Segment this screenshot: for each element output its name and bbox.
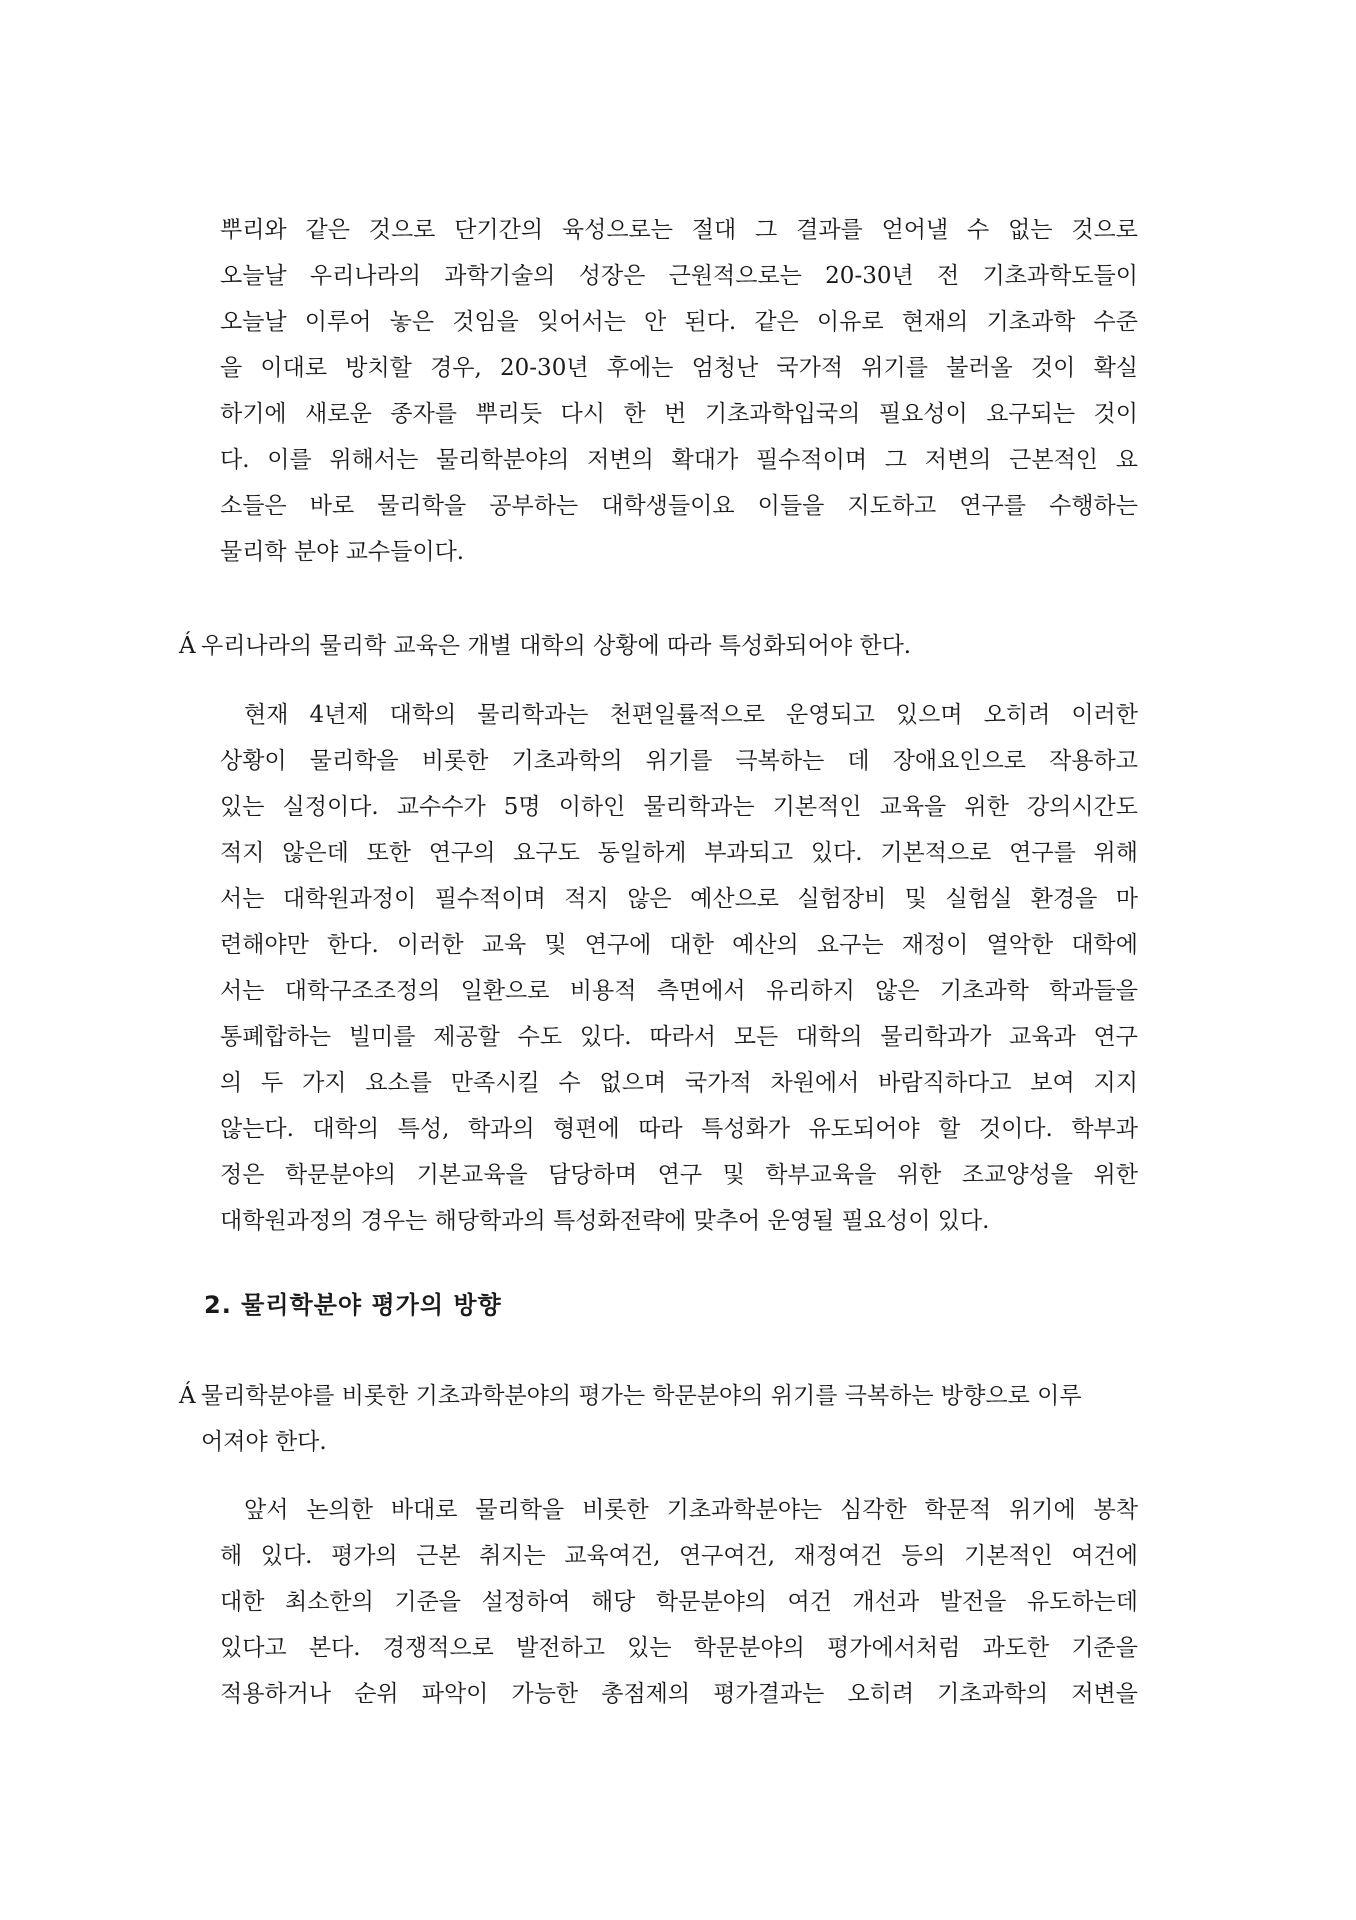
paragraph-line: 있다고 본다. 경쟁적으로 발전하고 있는 학문분야의 평가에서처럼 과도한 기준을 <box>220 1635 1138 1661</box>
paragraph-line: 앞서 논의한 바대로 물리학을 비롯한 기초과학분야는 심각한 학문적 위기에 봉착 <box>244 1497 1138 1523</box>
paragraph-line: 있는 실정이다. 교수수가 5명 이하인 물리학과는 기본적인 교육을 위한 강의시간도 <box>220 794 1138 820</box>
paragraph-line: 소들은 바로 물리학을 공부하는 대학생들이요 이들을 지도하고 연구를 수행하는 <box>220 493 1138 519</box>
paragraph-line: 현재 4년제 대학의 물리학과는 천편일률적으로 운영되고 있으며 오히려 이러한 <box>244 702 1138 728</box>
paragraph-line: 정은 학문분야의 기본교육을 담당하며 연구 및 학부교육을 위한 조교양성을 위한 <box>220 1162 1138 1188</box>
paragraph-line: 대한 최소한의 기준을 설정하여 해당 학문분야의 여건 개선과 발전을 유도하는데 <box>220 1589 1138 1615</box>
paragraph-line: 해 있다. 평가의 근본 취지는 교육여건, 연구여건, 재정여건 등의 기본적인 여건에 <box>220 1543 1138 1569</box>
bullet-text: 우리나라의 물리학 교육은 개별 대학의 상황에 따라 특성화되어야 한다. <box>201 633 912 659</box>
bullet-text: 어져야 한다. <box>201 1429 327 1455</box>
paragraph-line: 오늘날 이루어 놓은 것임을 잊어서는 안 된다. 같은 이유로 현재의 기초과학 수준 <box>220 309 1138 335</box>
paragraph-line: 하기에 새로운 종자를 뿌리듯 다시 한 번 기초과학입국의 필요성이 요구되는 것이 <box>220 401 1138 427</box>
paragraph-line: 않는다. 대학의 특성, 학과의 형편에 따라 특성화가 유도되어야 할 것이다. 학부과 <box>220 1116 1138 1142</box>
paragraph-line: 상황이 물리학을 비롯한 기초과학의 위기를 극복하는 데 장애요인으로 작용하고 <box>220 748 1138 774</box>
paragraph-line: 적용하거나 순위 파악이 가능한 총점제의 평가결과는 오히려 기초과학의 저변을 <box>220 1681 1138 1707</box>
paragraph-line: 대학원과정의 경우는 해당학과의 특성화전략에 맞추어 운영될 필요성이 있다. <box>220 1208 990 1234</box>
paragraph-line: 서는 대학구조조정의 일환으로 비용적 측면에서 유리하지 않은 기초과학 학과들을 <box>220 978 1138 1004</box>
paragraph-line: 뿌리와 같은 것으로 단기간의 육성으로는 절대 그 결과를 얻어낼 수 없는 것으로 <box>220 217 1138 243</box>
paragraph-line: 물리학 분야 교수들이다. <box>220 539 465 565</box>
paragraph-line: 다. 이를 위해서는 물리학분야의 저변의 확대가 필수적이며 그 저변의 근본적인 요 <box>220 447 1138 473</box>
bullet-item <box>179 631 1139 661</box>
section-heading: 2. 물리학분야 평가의 방향 <box>204 1291 502 1319</box>
paragraph-line: 련해야만 한다. 이러한 교육 및 연구에 대한 예산의 요구는 재정이 열악한 대학에 <box>220 932 1138 958</box>
bullet-marker: Á <box>179 633 196 659</box>
paragraph-line: 의 두 가지 요소를 만족시킬 수 없으며 국가적 차원에서 바람직하다고 보여 지지 <box>220 1070 1138 1096</box>
bullet-text: 물리학분야를 비롯한 기초과학분야의 평가는 학문분야의 위기를 극복하는 방향으로 이루 <box>201 1383 1082 1409</box>
paragraph-line: 오늘날 우리나라의 과학기술의 성장은 근원적으로는 20-30년 전 기초과학도들이 <box>220 263 1138 289</box>
paragraph-line: 통폐합하는 빌미를 제공할 수도 있다. 따라서 모든 대학의 물리학과가 교육과 연구 <box>220 1024 1138 1050</box>
paragraph-line: 적지 않은데 또한 연구의 요구도 동일하게 부과되고 있다. 기본적으로 연구를 위해 <box>220 840 1138 866</box>
paragraph-line: 을 이대로 방치할 경우, 20-30년 후에는 엄청난 국가적 위기를 불러올 것이 확실 <box>220 355 1138 381</box>
bullet-first-line <box>179 1381 1139 1411</box>
paragraph-line: 서는 대학원과정이 필수적이며 적지 않은 예산으로 실험장비 및 실험실 환경을 마 <box>220 886 1138 912</box>
bullet-marker: Á <box>179 1383 196 1409</box>
